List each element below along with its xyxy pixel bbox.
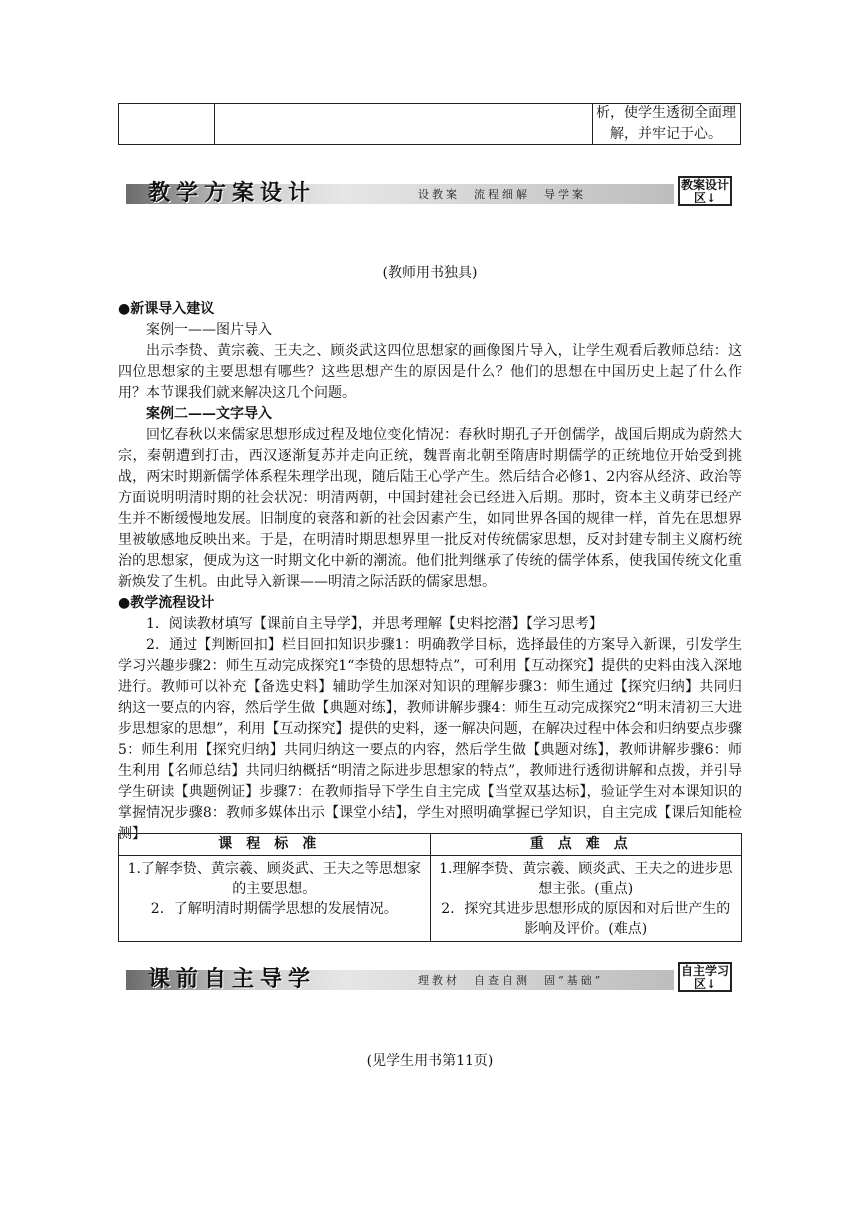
teacher-note: (教师用书独具) [382,265,478,281]
flow-step1: 1．阅读教材填写【课前自主导学】，并思考理解【史料挖潜】【学习思考】 [146,616,603,632]
header-course-standards: 课程标准 [119,834,431,856]
standards-cell [119,856,431,942]
flow-step2: 2．通过【判断回扣】栏目回扣知识步骤1：明确教学目标，选择最佳的方案导入新课，引发学生学习兴趣步骤2：师生互动完成探究1“李贽的思想特点”，可利用【互动探究】提供的史料由浅入深地进行。教师可以补充【备选史料】辅助学生加深对知识的理解步骤3：师生通过【探究归纳】共同归纳这一要点的内容，然后学生做【典题对练】，教师讲解步骤4：师生互动完成探究2“明末清初三大进步思想家的思想”，利用【互动探究】提供的史料，逐一解决问题，在解决过程中体会和归纳要点步骤5：师生利用【探究归纳】共同归纳这一要点的内容，然后学生做【典题对练】，教师讲解步骤6：师生利用【名师总结】共同归纳概括“明清之际进步思想家的特点”，教师进行透彻讲解和点拨，并引导学生研读【典题例证】步骤7：在教师指导下学生自主完成【当堂双基达标】，验证学生对本课知识的掌握情况步骤8：教师多媒体出示【课堂小结】，学生对照明确掌握已学知识，自主完成【课后知能检测】 [118,637,742,842]
case1-text: 出示李贽、黄宗羲、王夫之、顾炎武这四位思想家的画像图片导入，让学生观看后教师总结：这四位思想家的主要思想有哪些？这些思想产生的原因是什么？他们的思想在中国历史上起了什么作用？本节课我们就来解决这几个问题。 [118,343,742,401]
case1-title: 案例一——图片导入 [146,322,272,338]
table-cell-text: 析，使学生透彻全面理解，并牢记于心。 [596,105,736,142]
header-key-points: 重点难点 [430,834,742,856]
table-header-row [119,834,742,856]
banner-title: 教学方案设计 [148,180,317,206]
standards-table [118,833,742,942]
key-point-2: 2．探究其进步思想形成的原因和对后世产生的影响及评价。(难点) [441,901,731,937]
standard-2: 2．了解明清时期儒学思想的发展情况。 [150,901,398,917]
table-cell-empty-2 [214,103,593,144]
student-note: (见学生用书第11页) [366,1053,494,1069]
table-cell-empty-1 [119,103,215,144]
flow-heading: ●教学流程设计 [118,595,215,611]
banner-area-box: 自主学习区↓ [678,962,732,992]
banner-self-study [126,962,734,992]
banner-teaching-plan [126,176,734,206]
intro-heading: ●新课导入建议 [118,301,215,317]
top-table-fragment [118,103,741,145]
case2-title: 案例二——文字导入 [146,406,272,422]
banner-subtitle: 设教案 流程细解 导学案 [418,188,586,201]
banner-area-box: 教案设计区↓ [678,176,732,206]
table-row [119,856,742,942]
key-point-1: 1.理解李贽、黄宗羲、顾炎武、王夫之的进步思想主张。(重点) [439,861,733,897]
case2-text: 回忆春秋以来儒家思想形成过程及地位变化情况：春秋时期孔子开创儒学，战国后期成为蔚然大宗，秦朝遭到打击，西汉逐渐复苏并走向正统，魏晋南北朝至隋唐时期儒学的正统地位开始受到挑战，两宋时期新儒学体系程朱理学出现，随后陆王心学产生。然后结合必修1、2内容从经济、政治等方面说明明清时期的社会状况：明清两朝，中国封建社会已经进入后期。那时，资本主义萌芽已经产生并不断缓慢地发展。旧制度的衰落和新的社会因素产生，如同世界各国的规律一样，首先在思想界里被敏感地反映出来。于是，在明清时期思想界里一批反对传统儒家思想，反对封建专制主义腐朽统治的思想家，便成为这一时期文化中新的潮流。他们批判继承了传统的儒学体系，使我国传统文化重新焕发了生机。由此导入新课——明清之际活跃的儒家思想。 [118,427,742,590]
standard-1: 1.了解李贽、黄宗羲、顾炎武、王夫之等思想家的主要思想。 [127,861,421,897]
key-points-cell [430,856,742,942]
banner-title: 课前自主导学 [148,966,317,992]
banner-subtitle: 理教材 自查自测 固“基础” [418,974,604,987]
main-text [118,299,742,845]
